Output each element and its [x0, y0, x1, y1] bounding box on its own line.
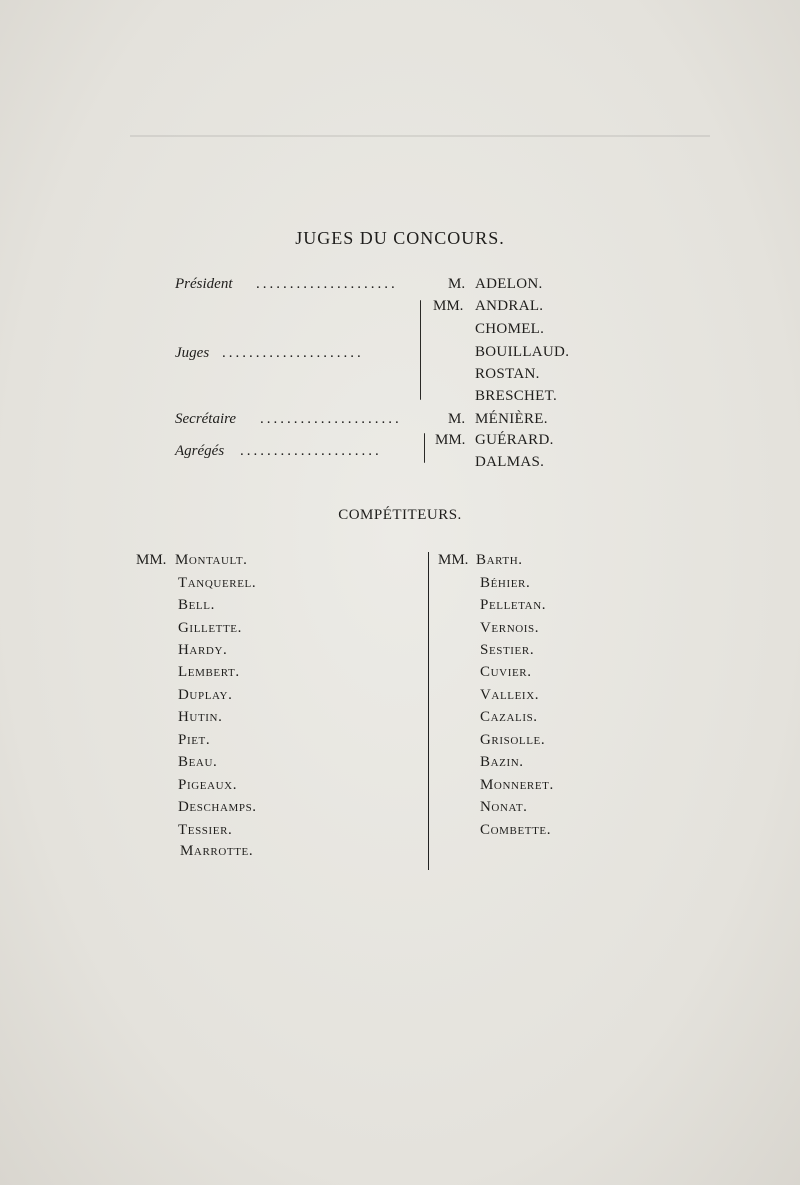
juge-name: BOUILLAUD. [475, 344, 570, 360]
competitors-left-prefix: MM. [136, 552, 167, 568]
competitor-name: Barth. [476, 552, 523, 568]
competitor-name: Béhier. [480, 575, 531, 591]
agrege-name: DALMAS. [475, 454, 545, 470]
competitor-name: Piet. [178, 732, 211, 748]
president-leader-dots: ..................... [256, 276, 398, 292]
competitor-name: Nonat. [480, 799, 528, 815]
juge-name: ANDRAL. [475, 298, 544, 314]
president-name: ADELON. [475, 276, 543, 292]
competitor-name: Cuvier. [480, 664, 532, 680]
president-prefix: M. [448, 276, 466, 292]
agrege-name: GUÉRARD. [475, 432, 554, 448]
competitor-name: Tessier. [178, 822, 233, 838]
competitor-name: Gillette. [178, 620, 242, 636]
juge-name: ROSTAN. [475, 366, 540, 382]
juges-label: Juges [175, 345, 210, 361]
competitor-name: Duplay. [178, 687, 233, 703]
competitor-name: Hardy. [178, 642, 228, 658]
competitor-name: Deschamps. [178, 799, 257, 815]
column-divider [428, 552, 429, 870]
secretaire-name: MÉNIÈRE. [475, 411, 548, 427]
header-rule [130, 135, 710, 137]
competitor-name: Grisolle. [480, 732, 546, 748]
agreges-label: Agrégés [175, 443, 225, 459]
competitor-name: Pelletan. [480, 597, 547, 613]
juges-brace [420, 300, 421, 400]
secretaire-label: Secrétaire [175, 411, 237, 427]
juges-prefix: MM. [433, 298, 464, 314]
agreges-leader-dots: ..................... [240, 443, 382, 459]
competitor-name: Combette. [480, 822, 552, 838]
competitors-title: COMPÉTITEURS. [338, 507, 462, 523]
competitor-name: Tanquerel. [178, 575, 257, 591]
competitor-name: Cazalis. [480, 709, 538, 725]
competitor-name: Bell. [178, 597, 215, 613]
competitor-name: Bazin. [480, 754, 524, 770]
competitor-name: Marrotte. [180, 843, 254, 859]
competitor-name: Montault. [175, 552, 248, 568]
competitors-right-prefix: MM. [438, 552, 469, 568]
competitor-name: Sestier. [480, 642, 535, 658]
juges-leader-dots: ..................... [222, 345, 364, 361]
competitor-name: Monneret. [480, 777, 554, 793]
page-title: JUGES DU CONCOURS. [295, 228, 505, 248]
competitor-name: Pigeaux. [178, 777, 238, 793]
competitor-name: Valleix. [480, 687, 540, 703]
juge-name: BRESCHET. [475, 388, 558, 404]
competitor-name: Hutin. [178, 709, 223, 725]
competitor-name: Lembert. [178, 664, 240, 680]
agreges-brace [424, 433, 425, 463]
juge-name: CHOMEL. [475, 321, 545, 337]
competitor-name: Vernois. [480, 620, 540, 636]
agreges-prefix: MM. [435, 432, 466, 448]
president-label: Président [175, 276, 233, 292]
secretaire-prefix: M. [448, 411, 466, 427]
secretaire-leader-dots: ..................... [260, 411, 402, 427]
competitor-name: Beau. [178, 754, 218, 770]
